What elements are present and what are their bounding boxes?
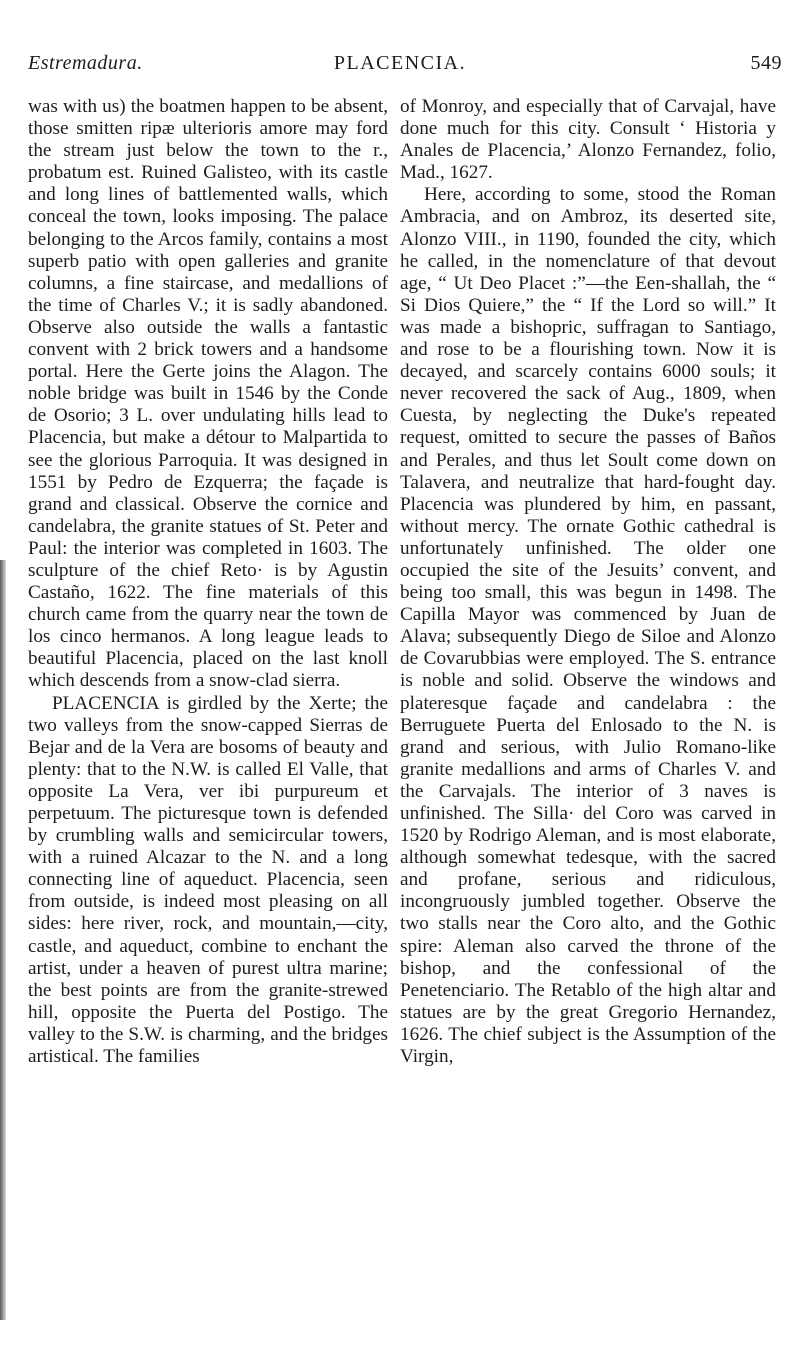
left-text-column — [28, 96, 388, 1068]
page-binding-shadow — [0, 560, 6, 1320]
right-text-column — [400, 96, 776, 1068]
running-header — [0, 0, 800, 80]
paragraph: of Monroy, and especially that of Carvajal, have done much for this city. Consult ‘ Historia y Anales de Placencia,’ Alonzo Fernandez, folio, Mad., 1627. — [400, 96, 776, 184]
page-title: PLACENCIA. — [333, 52, 467, 74]
region-heading: Estremadura. — [28, 52, 143, 74]
paragraph: PLACENCIA is girdled by the Xerte; the two valleys from the snow-capped Sierras de Bejar and de la Vera are bosoms of beauty and plenty: that to the N.W. is called El Valle, that opposite La Vera, ver ibi purpureum et perpetuum. The picturesque town is defended by crumbling walls and semicircular towers, with a ruined Alcazar to the N. and a long connecting line of aqueduct. Placencia, seen from outside, is indeed most pleasing on all sides: here river, rock, and mountain,—city, castle, and aqueduct, combine to enchant the artist, under a heaven of purest ultra marine; the best points are from the granite-strewed hill, opposite the Puerta del Postigo. The valley to the S.W. is charming, and the bridges artistical. The families — [28, 692, 388, 1068]
paragraph: was with us) the boatmen happen to be absent, those smitten ripæ ulterioris amore may ford the stream just below the town to the r., probatum est. Ruined Galisteo, with its castle and long lines of battlemented walls, which conceal the town, looks imposing. The palace belonging to the Arcos family, contains a most superb patio with open galleries and granite columns, a fine staircase, and medallions of the time of Charles V.; it is sadly abandoned. Observe also outside the walls a fantastic convent with 2 brick towers and a handsome portal. Here the Gerte joins the Alagon. The noble bridge was built in 1546 by the Conde de Osorio; 3 L. over undulating hills lead to Placencia, but make a détour to Malpartida to see the glorious Parroquia. It was designed in 1551 by Pedro de Ezquerra; the façade is grand and classical. Observe the cornice and candelabra, the granite statues of St. Peter and Paul: the interior was completed in 1603. The sculpture of the chief Reto· is by Agustin Castaño, 1622. The fine materials of this church came from the quarry near the town de los cinco hermanos. A long league leads to beautiful Placencia, placed on the last knoll which descends from a snow-clad sierra. — [28, 96, 388, 692]
paragraph: Here, according to some, stood the Roman Ambracia, and on Ambroz, its deserted site, Alonzo VIII., in 1190, founded the city, which he called, in the nomenclature of that devout age, “ Ut Deo Placet :”—the Een-shallah, the “ Si Dios Quiere,” the “ If the Lord so will.” It was made a bishopric, suffragan to Santiago, and rose to be a flourishing town. Now it is decayed, and scarcely contains 6000 souls; it never recovered the sack of Aug., 1809, when Cuesta, by neglecting the Duke's repeated request, omitted to secure the passes of Baños and Perales, and thus let Soult come down on Talavera, and neutralize that hard-fought day. Placencia was plundered by him, en passant, without mercy. The ornate Gothic cathedral is unfortunately unfinished. The older one occupied the site of the Jesuits’ convent, and being too small, this was begun in 1498. The Capilla Mayor was commenced by Juan de Alava; subsequently Diego de Siloe and Alonzo de Covarubbias were employed. The S. entrance is noble and solid. Observe the windows and plateresque façade and candelabra : the Berruguete Puerta del Enlosado to the N. is grand and serious, with Julio Romano-like granite medallions and arms of Charles V. and the Carvajals. The interior of 3 naves is unfinished. The Silla· del Coro was carved in 1520 by Rodrigo Aleman, and is most elaborate, although somewhat tedesque, with the sacred and profane, serious and ridiculous, incongruously jumbled together. Observe the two stalls near the Coro alto, and the Gothic spire: Aleman also carved the throne of the bishop, and the confessional of the Penetenciario. The Retablo of the high altar and statues are by the great Gregorio Hernandez, 1626. The chief subject is the Assumption of the Virgin, — [400, 184, 776, 1068]
page-number: 549 — [750, 52, 782, 74]
